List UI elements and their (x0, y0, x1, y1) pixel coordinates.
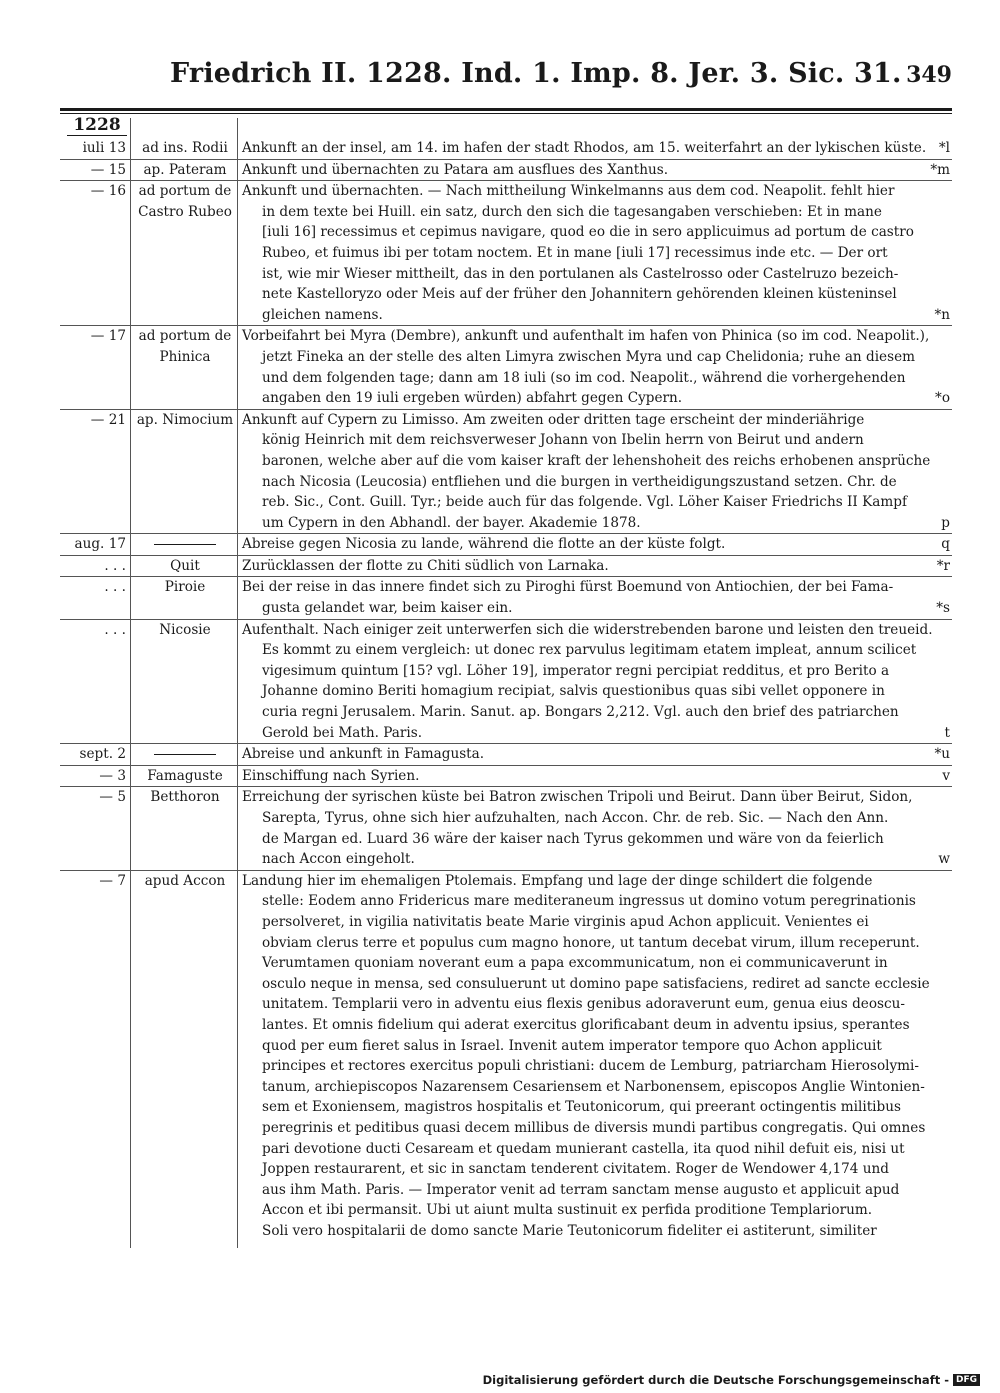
entry-line (242, 953, 950, 974)
entry-line-text: gusta gelandet war, beim kaiser ein. (262, 600, 513, 617)
footnote-marker: p (941, 514, 950, 531)
entry-line-text: gleichen namens. (262, 306, 383, 323)
entry-line (242, 305, 950, 326)
entry-line-text: Abreise gegen Nicosia zu lande, während die flotte an der küste folgt. (242, 536, 726, 553)
entry-line-text: Landung hier im ehemaligen Ptolemais. Empfang und lage der dinge schildert die folgende (242, 872, 873, 889)
entry-place: ap. Pateram (143, 161, 227, 178)
entry-place: Quit (170, 557, 200, 574)
entry-line-text: Rubeo, et fuimus ibi per totam noctem. Et in mane [iuli 17] recessimus inde etc. — Der ort (262, 244, 888, 261)
regest-entry (60, 766, 952, 787)
entry-line-text: Soli vero hospitalarii de domo sancte Marie Teutonicorum fideliter ei astiterunt, similiter (262, 1222, 877, 1239)
entry-place: Nicosie (159, 621, 211, 638)
entry-line (242, 849, 950, 870)
entry-line-text: obviam clerus terre et populus cum magno honore, ut tantum decebat virum, illum receperunt. (262, 934, 920, 951)
entry-line (242, 347, 950, 368)
entry-line-text: baronen, welche aber auf die vom kaiser kraft der lehenshoheit des reichs erhobenen ansprüche (262, 452, 931, 469)
entry-line (242, 702, 950, 723)
entry-line-text: persolveret, in vigilia nativitatis beate Marie virginis apud Achon applicuit. Venientes ei (262, 913, 869, 930)
entry-line (242, 577, 950, 598)
entry-line-text: de Margan ed. Luard 36 wäre der kaiser nach Tyrus gekommen und wäre von da feierlich (262, 830, 884, 847)
entry-line (242, 787, 950, 808)
entry-line (242, 264, 950, 285)
entry-line-text: Vorbeifahrt bei Myra (Dembre), ankunft und aufenthalt im hafen von Phinica (so im cod. Neapolit.), (242, 328, 930, 345)
footnote-marker: *u (934, 746, 950, 763)
entry-line-text: jetzt Fineka an der stelle des alten Limyra zwischen Myra und cap Chelidonia; ruhe an diesem (262, 348, 916, 365)
header-rule-thin (60, 113, 952, 114)
entry-line (242, 933, 950, 954)
entry-line (242, 430, 950, 451)
entry-line (242, 492, 950, 513)
entry-line (242, 222, 950, 243)
entry-line (242, 620, 950, 641)
regest-entry (60, 534, 952, 555)
entry-text (242, 556, 950, 577)
entry-place: ap. Nimocium (136, 411, 234, 428)
entry-place (133, 534, 237, 555)
entry-line-text: stelle: Eodem anno Fridericus mare mediteraneum ingressus ut domino votum peregrinationis (262, 893, 916, 910)
entry-line (242, 1056, 950, 1077)
entry-line (242, 1015, 950, 1036)
entry-line-text: in dem texte bei Huill. ein satz, durch den sich die tagesangaben verschieben: Et in mane (262, 203, 882, 220)
entry-line-text: Gerold bei Math. Paris. (262, 724, 423, 741)
entry-text (242, 410, 950, 534)
entry-line (242, 1139, 950, 1160)
entry-date: — 17 (90, 328, 126, 345)
regest-entry (60, 410, 952, 534)
entry-line (242, 640, 950, 661)
entry-line-text: aus ihm Math. Paris. — Imperator venit ad terram sanctam mense augusto et applicuit apud (262, 1181, 900, 1198)
entry-line-text: Ankunft und übernachten zu Patara am ausflues des Xanthus. (242, 161, 669, 178)
regest-entry (60, 787, 952, 869)
entry-place: ad portum de Castro Rubeo (138, 183, 232, 220)
entry-line-text: Bei der reise in das innere findet sich zu Piroghi fürst Boemund von Antiochien, der bei Fama- (242, 579, 894, 596)
entry-text (242, 766, 950, 787)
entry-line-text: sem et Exoniensem, magistros hospitalis et Teutonicorum, qui preerant octingentis militibus (262, 1099, 901, 1116)
entry-line-text: vigesimum quintum [15? vgl. Löher 19], imperator regni percipiat redditus, et pro Berito a (262, 662, 890, 679)
entry-line (242, 368, 950, 389)
entry-line-text: Erreichung der syrischen küste bei Batron zwischen Tripoli und Beirut. Dann über Beirut, Sidon, (242, 789, 913, 806)
entry-line (242, 1036, 950, 1057)
year-heading: 1228 (67, 115, 127, 136)
entry-line-text: könig Heinrich mit dem reichsverweser Johann von Ibelin herrn von Beirut und andern (262, 432, 864, 449)
entry-line-text: Einschiffung nach Syrien. (242, 767, 420, 784)
entry-line (242, 974, 950, 995)
entry-line-text: um Cypern in den Abhandl. der bayer. Akademie 1878. (262, 514, 641, 531)
entry-line (242, 243, 950, 264)
entry-line-text: Sarepta, Tyrus, ohne sich hier aufzuhalten, nach Accon. Chr. de reb. Sic. — Nach den Ann. (262, 810, 889, 826)
entry-text (242, 534, 950, 555)
entry-line (242, 1159, 950, 1180)
entry-line-text: nete Kastelloryzo oder Meis auf der früher den Johannitern gehörenden kleinen küsteninsel (262, 286, 897, 303)
entry-place: ad ins. Rodii (142, 140, 228, 156)
entry-line-text: Accon et ibi permansit. Ubi ut aiunt multa sustinuit ex perfida proditione Templariorum. (262, 1202, 873, 1219)
entry-line-text: nach Accon eingeholt. (262, 851, 415, 868)
entry-date: — 3 (99, 767, 126, 784)
header-rule (60, 108, 952, 111)
entry-line (242, 1077, 950, 1098)
entry-line-text: reb. Sic., Cont. Guill. Tyr.; beide auch für das folgende. Vgl. Löher Kaiser Friedrichs II Kampf (262, 494, 907, 511)
entry-line (242, 1097, 950, 1118)
entry-line-text: nach Nicosia (Leucosia) entfliehen und die burgen in vertheidigungszustand setzen. Chr. de (262, 473, 897, 490)
entry-date: . . . (104, 621, 126, 638)
entry-line (242, 1118, 950, 1139)
dfg-logo: DFG (953, 1374, 980, 1386)
regest-entry (60, 744, 952, 765)
entry-line-text: tanum, archiepiscopos Nazarensem Cesariensem et Narbonensem, episcopos Anglie Wintonien- (262, 1078, 925, 1095)
regest-entry (60, 138, 952, 159)
regest-entry (60, 577, 952, 618)
entry-line-text: lantes. Et omnis fidelium qui aderat exercitus glorificabant deum in adventu ipsius, sperantes (262, 1016, 910, 1033)
entry-line-text: Ankunft und übernachten. — Nach mittheilung Winkelmanns aus dem cod. Neapolit. fehlt hier (242, 183, 895, 200)
entry-text (242, 160, 950, 181)
entry-line-text: Abreise und ankunft in Famagusta. (242, 746, 485, 763)
entry-line-text: Zurücklassen der flotte zu Chiti südlich von Larnaka. (242, 557, 609, 574)
entry-line (242, 1221, 950, 1242)
entry-date: iuli 13 (82, 140, 126, 156)
footnote-marker: *m (930, 161, 950, 178)
entry-line (242, 388, 950, 409)
footnote-marker: q (941, 536, 950, 553)
entry-line (242, 326, 950, 347)
entry-line-text: unitatem. Templarii vero in adventu eius flexis genibus adoraverunt eum, genua eius deoscu- (262, 996, 905, 1013)
entry-line-text: principes et rectores exercitus populi christiani: ducem de Lemburg, patriarcham Hierosolymi- (262, 1058, 919, 1075)
entry-line (242, 160, 950, 181)
entry-date: — 15 (90, 161, 126, 178)
entry-text (242, 744, 950, 765)
footnote-marker: *n (934, 306, 950, 323)
footnote-marker: t (944, 724, 950, 741)
regest-entry (60, 556, 952, 577)
entry-date: — 21 (90, 411, 126, 428)
footnote-marker: *s (936, 600, 950, 617)
entry-line (242, 181, 950, 202)
page-header (60, 58, 952, 98)
page-number: 349 (906, 62, 952, 88)
entry-line (242, 766, 950, 787)
entry-date: . . . (104, 579, 126, 596)
regest-entry (60, 871, 952, 1242)
entry-text (242, 138, 950, 159)
entry-line-text: ist, wie mir Wieser mittheilt, das in den portulanen als Castelrosso oder Castelruzo bezeich- (262, 265, 899, 282)
entry-place: Famaguste (147, 767, 223, 784)
entry-date: aug. 17 (74, 536, 126, 553)
entry-text (242, 787, 950, 869)
entry-line (242, 871, 950, 892)
entry-line-text: curia regni Jerusalem. Marin. Sanut. ap. Bongars 2,212. Vgl. auch den brief des patriarchen (262, 704, 899, 721)
entry-date: — 16 (90, 183, 126, 200)
entry-line-text: peregrinis et peditibus quasi decem millibus de diversis mundi partibus congregatis. Qui omnes (262, 1119, 926, 1136)
entry-line-text: [iuli 16] recessimus et cepimus navigare, quod eo die in sero applicuimus ad portum de castro (262, 224, 914, 241)
entry-text (242, 577, 950, 618)
entry-text (242, 181, 950, 325)
entry-line (242, 829, 950, 850)
entry-line-text: Verumtamen quoniam noverant eum a papa excommunicatum, non ei communicaverunt in (262, 955, 888, 972)
entry-date: sept. 2 (79, 746, 126, 763)
footnote-marker: v (942, 767, 950, 784)
entry-line (242, 723, 950, 744)
entry-line-text: osculo neque in mensa, sed consuluerunt ut domino pape satisfaciens, rediret ad sancte ecclesie (262, 975, 930, 992)
entry-date: — 5 (99, 789, 126, 806)
entry-line-text: angaben den 19 iuli ergeben würden) abfahrt gegen Cypern. (262, 390, 683, 407)
entry-line (242, 744, 950, 765)
entry-line (242, 410, 950, 431)
footnote-marker: *l (938, 140, 950, 156)
footnote-marker: *r (936, 557, 950, 574)
entry-line (242, 661, 950, 682)
regest-entry (60, 181, 952, 325)
footer-credit (483, 1373, 980, 1387)
entry-place (133, 744, 237, 765)
footnote-marker: *o (935, 390, 950, 407)
entry-line-text: und dem folgenden tage; dann am 18 iuli (so im cod. Neapolit., während die vorhergehenden (262, 369, 906, 386)
footer-text: Digitalisierung gefördert durch die Deutsche Forschungsgemeinschaft - (482, 1373, 949, 1387)
footnote-marker: w (938, 851, 950, 868)
entry-line (242, 681, 950, 702)
entry-line (242, 891, 950, 912)
entry-place: Betthoron (150, 789, 220, 806)
entry-line (242, 598, 950, 619)
entry-line-text: Aufenthalt. Nach einiger zeit unterwerfen sich die widerstrebenden barone und leisten den treueid. (242, 621, 933, 638)
entry-line-text: Ankunft auf Cypern zu Limisso. Am zweiten oder dritten tage erscheint der minderiährige (242, 411, 865, 428)
entry-line (242, 138, 950, 159)
entry-line-text: Es kommt zu einem vergleich: ut donec rex parvulus legitimam etatem impleat, annum scilicet (262, 642, 917, 659)
entry-date: . . . (104, 557, 126, 574)
regest-entry (60, 326, 952, 408)
entry-line (242, 556, 950, 577)
entry-line-text: quod per eum fieret salus in Israel. Invenit autem imperator tempore quo Achon applicuit (262, 1037, 882, 1054)
entry-line (242, 534, 950, 555)
entry-line (242, 808, 950, 829)
entry-text (242, 620, 950, 744)
entry-line (242, 451, 950, 472)
entry-line-text: pari devotione ducti Cesaream et quedam munierant castella, ita quod nihil defuit eis, nisi ut (262, 1140, 905, 1157)
entry-line (242, 472, 950, 493)
place-dash (154, 754, 216, 755)
entry-place: ad portum de Phinica (138, 328, 232, 365)
place-dash (154, 544, 216, 545)
regest-entry (60, 160, 952, 181)
entry-line (242, 1200, 950, 1221)
entry-line (242, 513, 950, 534)
entry-line-text: Johanne domino Beriti homagium recipiat, salvis questionibus quas sibi vellet opponere in (262, 683, 885, 700)
entry-line (242, 994, 950, 1015)
entry-line (242, 202, 950, 223)
entry-text (242, 326, 950, 408)
entry-line (242, 1180, 950, 1201)
regest-entry (60, 620, 952, 744)
running-title: Friedrich II. 1228. Ind. 1. Imp. 8. Jer. 3. Sic. 31. (170, 58, 902, 89)
entry-place: apud Accon (144, 872, 226, 889)
entry-date: — 7 (99, 872, 126, 889)
entry-line (242, 284, 950, 305)
entry-line-text: Joppen restaurarent, et sic in sanctam tenderent civitatem. Roger de Wendower 4,174 und (262, 1161, 889, 1178)
entry-place: Piroie (164, 579, 206, 596)
entry-text (242, 871, 950, 1242)
regesta-table (60, 138, 952, 1241)
entry-line-text: Ankunft an der insel, am 14. im hafen der stadt Rhodos, am 15. weiterfahrt an der lykischen küste. (242, 140, 927, 156)
entry-line (242, 912, 950, 933)
